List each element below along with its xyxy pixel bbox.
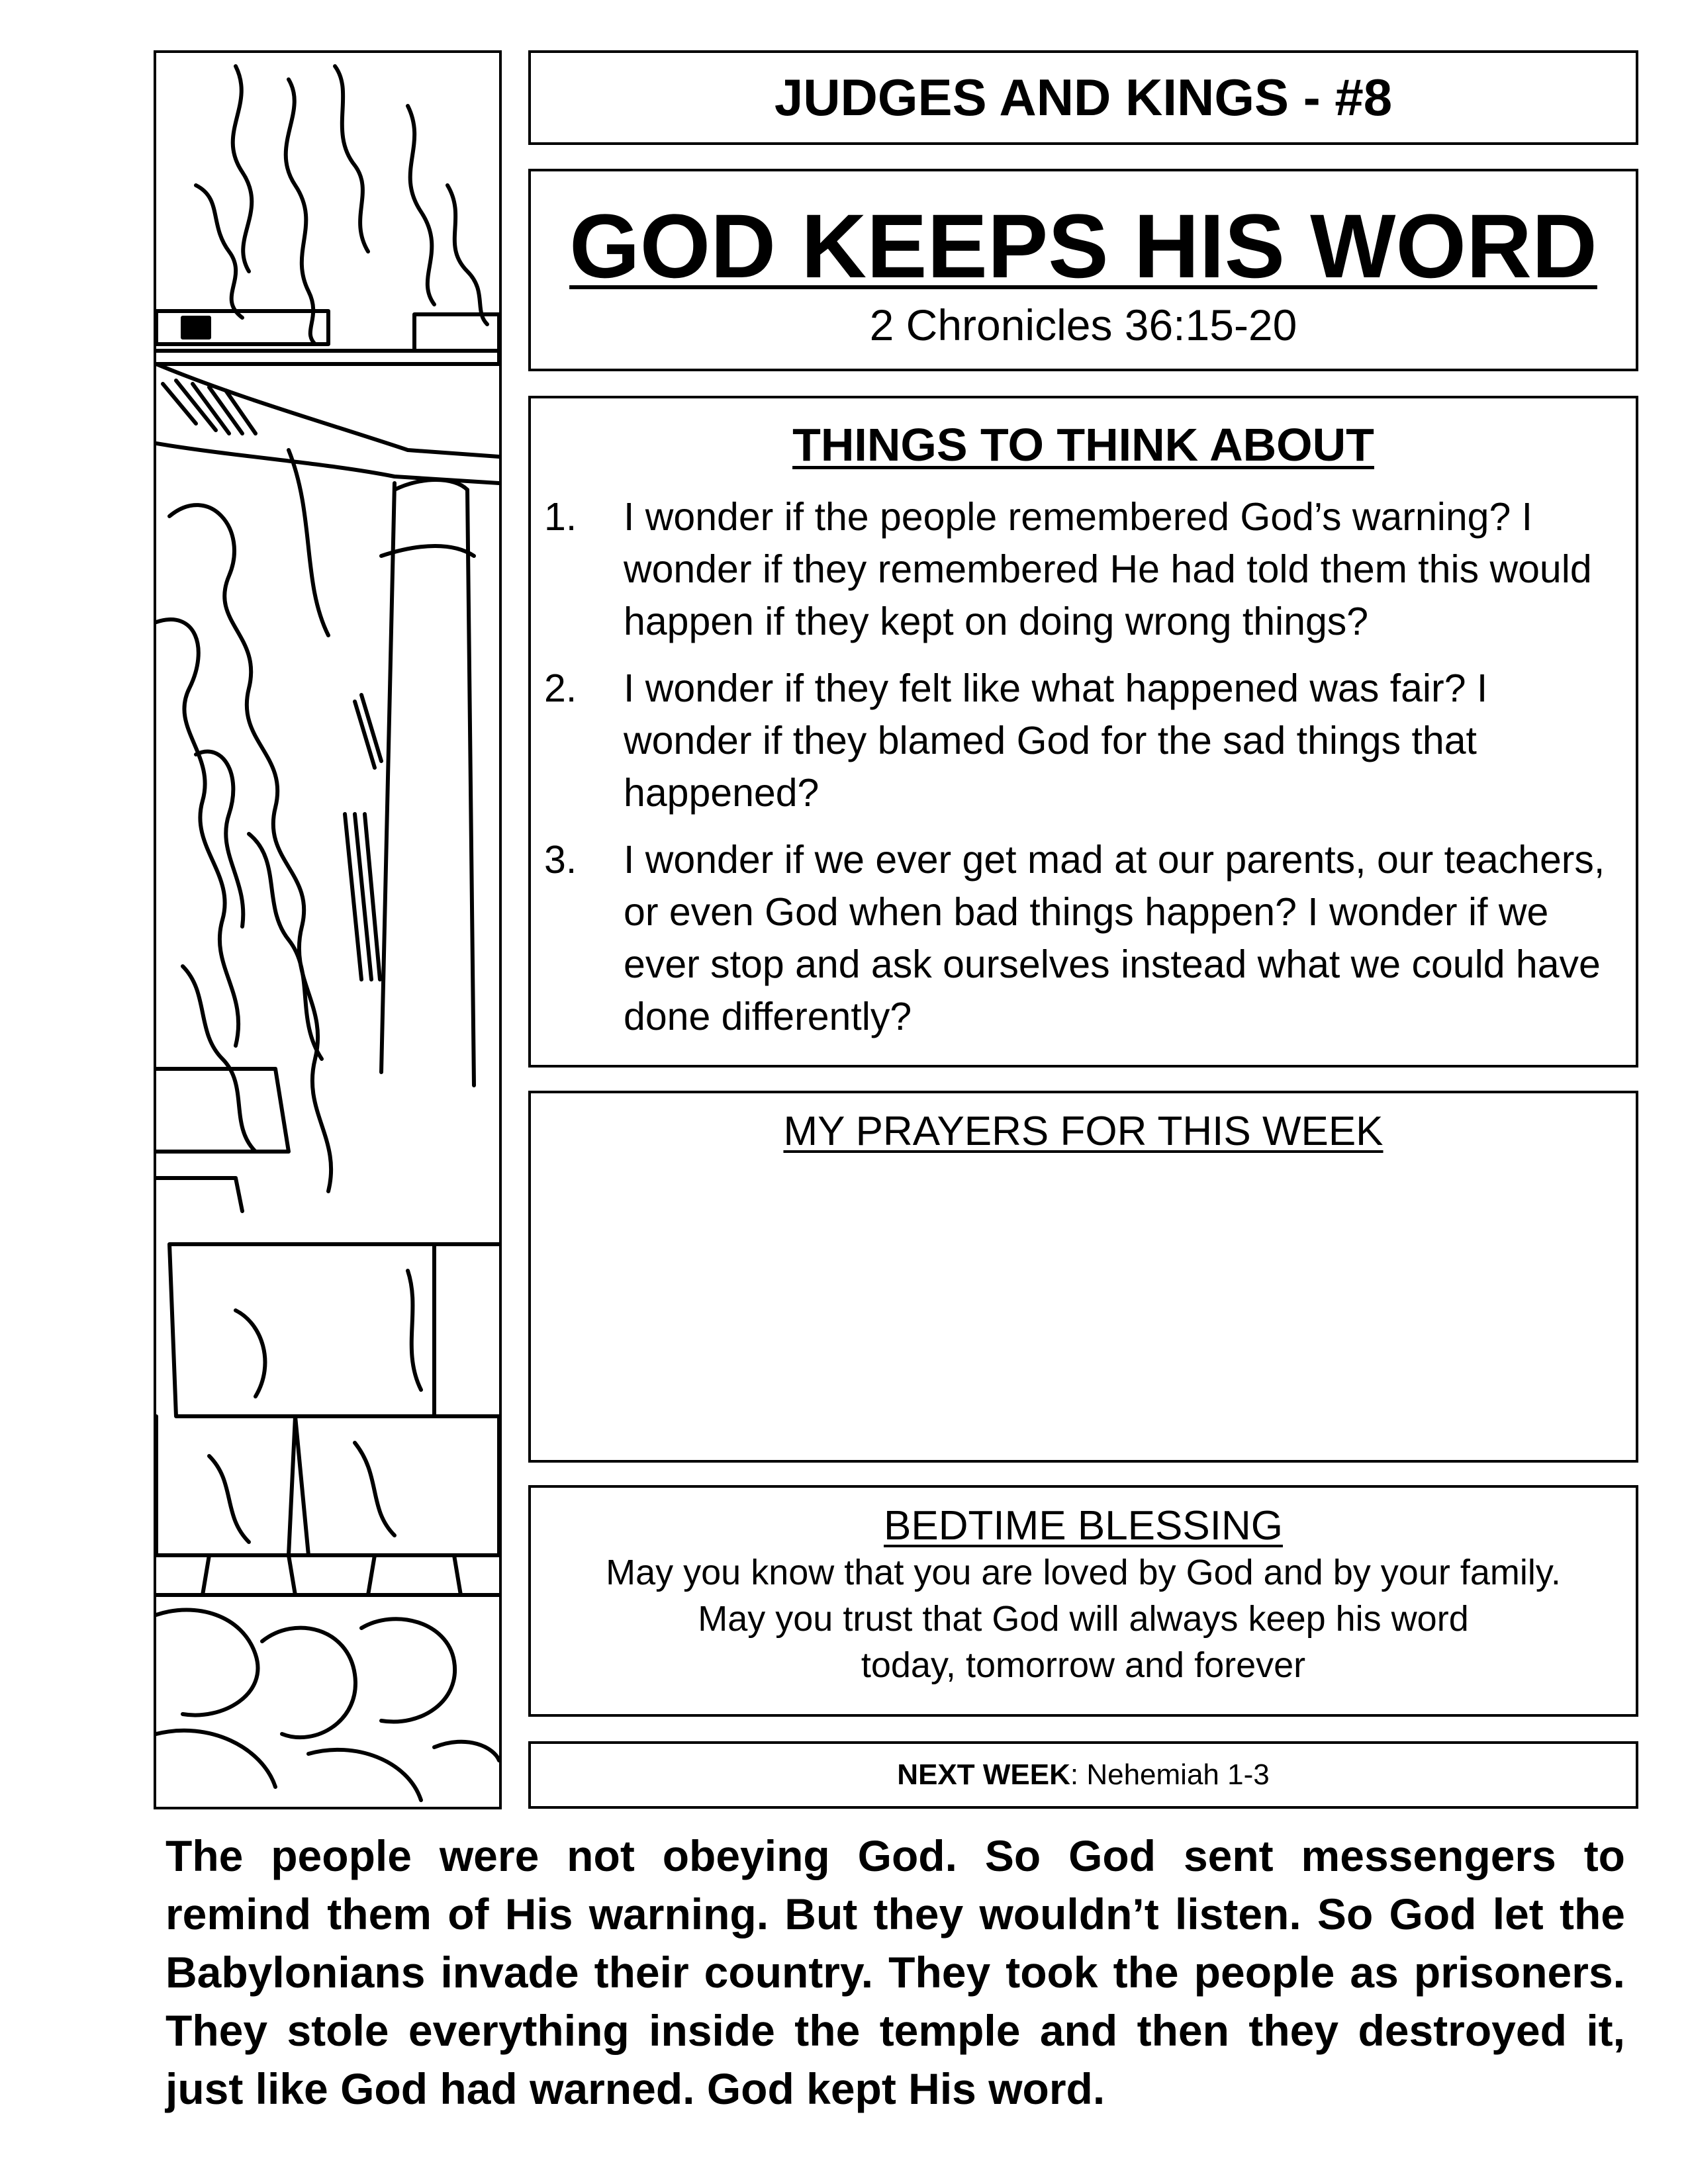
think-item-text: I wonder if they felt like what happened was fair? I wonder if they blamed God for the sad things that happened? — [624, 666, 1488, 815]
think-item — [544, 662, 1622, 819]
temple-ruins-illustration — [154, 50, 502, 1809]
think-item-number: 1. — [544, 495, 577, 539]
think-item — [544, 834, 1622, 1043]
blessing-line: May you know that you are loved by God and by your family. — [606, 1553, 1561, 1592]
series-title: JUDGES AND KINGS - #8 — [774, 68, 1393, 126]
blessing-line: today, tomorrow and forever — [861, 1645, 1306, 1685]
burning-temple-drawing — [156, 53, 499, 1807]
story-summary: The people were not obeying God. So God sent messengers to remind them of His warning. But they wouldn’t listen. So God let the Babylonians invade their country. They took the people as prisoners. They stole everything inside the temple and then they destroyed it, just like God had warned. God kept His word. — [165, 1831, 1625, 2113]
things-to-think-about-box — [528, 396, 1638, 1068]
next-week-reading: : Nehemiah 1-3 — [1070, 1758, 1270, 1791]
next-week-label: NEXT WEEK — [897, 1758, 1070, 1791]
scripture-reference: 2 Chronicles 36:15-20 — [869, 300, 1297, 349]
think-item — [544, 491, 1622, 648]
think-item-number: 3. — [544, 838, 577, 882]
lesson-title: GOD KEEPS HIS WORD — [569, 196, 1597, 297]
series-header — [528, 50, 1638, 145]
think-heading: THINGS TO THINK ABOUT — [792, 419, 1374, 471]
lesson-title-box — [528, 169, 1638, 371]
next-week-box — [528, 1741, 1638, 1809]
think-item-number: 2. — [544, 666, 577, 710]
think-list — [544, 491, 1622, 1058]
blessing-line: May you trust that God will always keep his word — [698, 1599, 1469, 1639]
blessing-heading: BEDTIME BLESSING — [884, 1503, 1283, 1549]
think-item-text: I wonder if we ever get mad at our parents, our teachers, or even God when bad things happen? I wonder if we ever stop and ask ourselves instead what we could have done differently? — [624, 838, 1605, 1038]
think-item-text: I wonder if the people remembered God’s warning? I wonder if they remembered He had told them this would happen if they kept on doing wrong things? — [624, 495, 1592, 643]
next-week-text — [897, 1758, 1269, 1792]
bedtime-blessing-box — [528, 1485, 1638, 1717]
prayers-box — [528, 1091, 1638, 1463]
prayers-heading: MY PRAYERS FOR THIS WEEK — [783, 1109, 1383, 1154]
